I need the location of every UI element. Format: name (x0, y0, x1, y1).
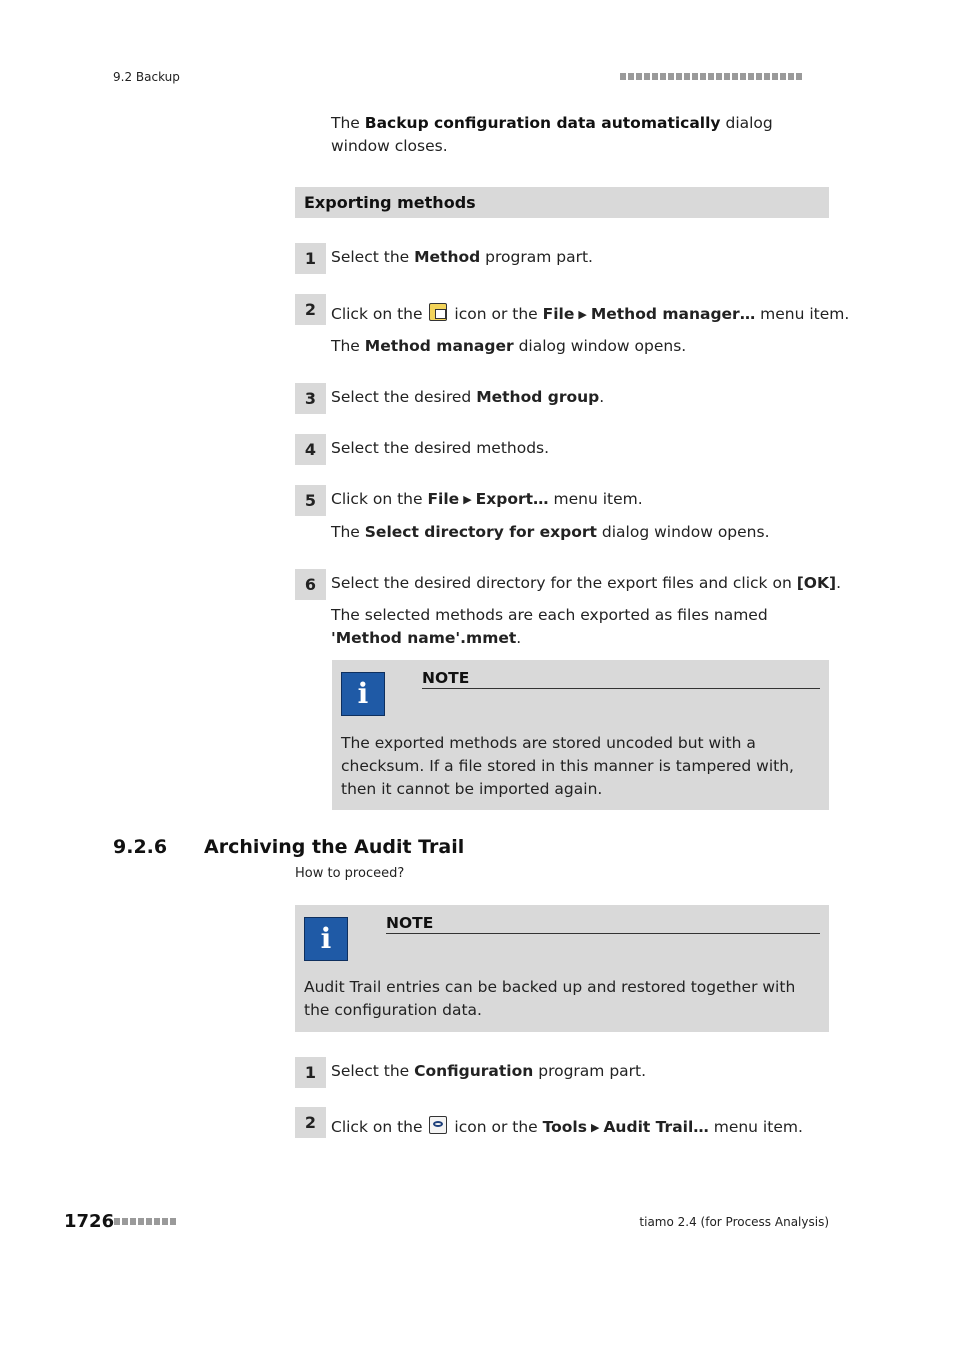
step-number: 2 (295, 1107, 326, 1138)
step-text: Select the desired directory for the export files and click on [OK]. (331, 574, 841, 592)
note-title: NOTE (386, 914, 820, 934)
audit-trail-icon (429, 1116, 447, 1134)
section-heading: Archiving the Audit Trail (204, 836, 465, 858)
intro-paragraph: The Backup configuration data automatically dialog window closes. (331, 114, 773, 155)
step-text: Select the Configuration program part. (331, 1062, 647, 1080)
step-text: Click on the icon or the Tools ▶ Audit Trail… menu item. (331, 1118, 803, 1136)
step-text: Select the desired methods. (331, 439, 550, 457)
header-decoration (620, 73, 802, 80)
note-box (332, 660, 829, 810)
page-number: 1726 (64, 1211, 115, 1232)
step-text: Select the desired Method group. (331, 388, 605, 406)
section-title-exporting: Exporting methods (295, 187, 829, 218)
method-manager-icon (429, 303, 447, 321)
step-number: 5 (295, 485, 326, 516)
footer-product: tiamo 2.4 (for Process Analysis) (639, 1215, 829, 1229)
note-text: Audit Trail entries can be backed up and restored together with the configuration data. (304, 978, 796, 1019)
note-title: NOTE (422, 669, 820, 689)
footer-decoration (114, 1218, 176, 1225)
note-text: The exported methods are stored uncoded but with a checksum. If a file stored in this manner is tampered with, then it cannot be imported again. (341, 734, 794, 798)
note-box (295, 905, 829, 1032)
section-subtitle: How to proceed? (295, 866, 405, 881)
step-number: 3 (295, 383, 326, 414)
step-text: Click on the File ▶ Export… menu item. (331, 490, 643, 508)
step-number: 4 (295, 434, 326, 465)
step-number: 1 (295, 243, 326, 274)
info-icon: i (341, 672, 385, 716)
section-number: 9.2.6 (113, 836, 168, 858)
step-text: Select the Method program part. (331, 248, 593, 266)
step-text: Click on the icon or the File ▶ Method manager… menu item. (331, 305, 850, 323)
step-result: The selected methods are each exported as files named 'Method name'.mmet. (331, 606, 768, 647)
running-header: 9.2 Backup (113, 70, 180, 84)
step-number: 1 (295, 1057, 326, 1088)
step-number: 2 (295, 294, 326, 325)
info-icon: i (304, 917, 348, 961)
step-number: 6 (295, 569, 326, 600)
step-result: The Select directory for export dialog window opens. (331, 523, 770, 541)
step-result: The Method manager dialog window opens. (331, 337, 687, 355)
